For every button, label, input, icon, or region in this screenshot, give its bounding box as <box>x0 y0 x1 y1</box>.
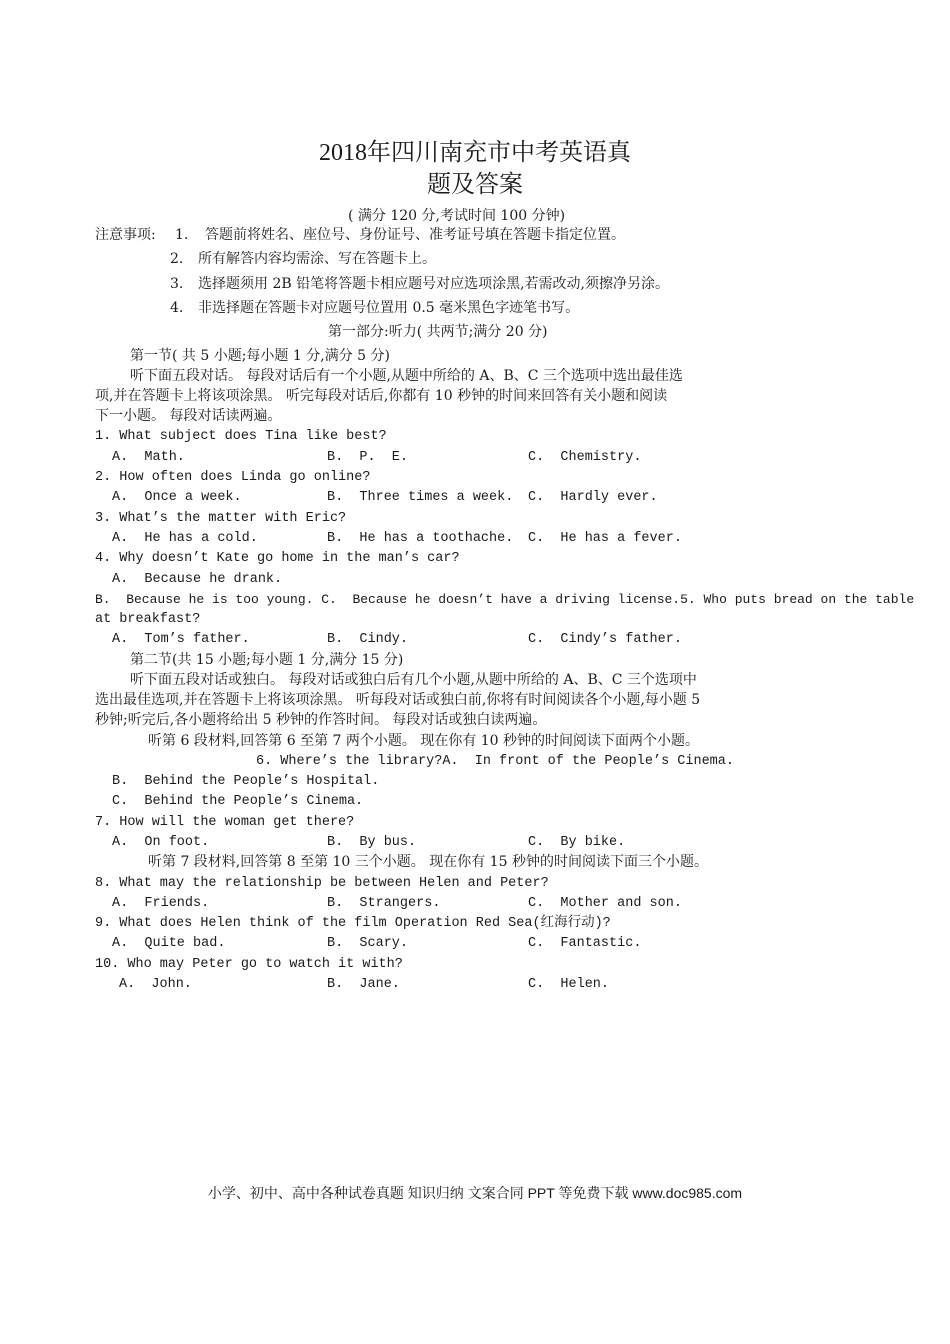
section1-instruction: 下一小题。 每段对话读两遍。 <box>95 408 282 424</box>
option-a: A. On foot. <box>112 835 210 850</box>
option-a: A. John. <box>119 977 192 992</box>
part1-heading: 第一部分:听力( 共两节;满分 20 分) <box>328 324 548 340</box>
option-b: B. P. E. <box>327 450 409 465</box>
option-b: B. Cindy. <box>327 632 409 647</box>
notice-item-text: 所有解答内容均需涂、写在答题卡上。 <box>198 251 436 267</box>
section1-instruction: 听下面五段对话。 每段对话后有一个小题,从题中所给的 A、B、C 三个选项中选出最佳选 <box>130 368 683 384</box>
notice-item-num: 3. <box>170 276 184 292</box>
material-7-instruction: 听第 7 段材料,回答第 8 至第 10 三个小题。 现在你有 15 秒钟的时间阅读下面三个小题。 <box>148 854 708 870</box>
question-stem: 1. What subject does Tina like best? <box>95 429 387 444</box>
option-b: B. Strangers. <box>327 896 441 911</box>
notice-item-text: 非选择题在答题卡对应题号位置用 0.5 毫米黑色字迹笔书写。 <box>198 300 580 316</box>
notice-item-num: 2. <box>170 251 184 267</box>
section1-heading: 第一节( 共 5 小题;每小题 1 分,满分 5 分) <box>130 348 390 364</box>
option-a: A. Because he drank. <box>112 572 283 587</box>
section2-instruction: 听下面五段对话或独白。 每段对话或独白后有几个小题,从题中所给的 A、B、C 三个选项中 <box>130 672 697 688</box>
question-stem: 3. What’s the matter with Eric? <box>95 511 347 526</box>
question-stem: 9. What does Helen think of the film Operation Red Sea(红海行动)? <box>95 916 611 931</box>
option-a: A. He has a cold. <box>112 531 258 546</box>
section1-instruction: 项,并在答题卡上将该项涂黑。 听完每段对话后,你都有 10 秒钟的时间来回答有关小题和阅读 <box>95 388 668 404</box>
option-b: B. Behind the People’s Hospital. <box>112 774 380 789</box>
option-b: B. Scary. <box>327 936 409 951</box>
option-c: C. Cindy’s father. <box>528 632 682 647</box>
option-b: B. By bus. <box>327 835 417 850</box>
question-stem: 8. What may the relationship be between Helen and Peter? <box>95 876 549 891</box>
question-stem: 10. Who may Peter go to watch it with? <box>95 957 403 972</box>
option-b: B. Three times a week. <box>327 490 514 505</box>
option-c: C. Fantastic. <box>528 936 642 951</box>
notice-item-num: 4. <box>170 300 184 316</box>
option-c: C. He has a fever. <box>528 531 682 546</box>
notice-label: 注意事项: <box>95 227 156 243</box>
document-title-line2: 题及答案 <box>427 172 523 198</box>
page-footer: 小学、初中、高中各种试卷真题 知识归纳 文案合同 PPT 等免费下载 www.doc985.com <box>207 1185 743 1201</box>
section2-instruction: 秒钟;听完后,各小题将给出 5 秒钟的作答时间。 每段对话或独白读两遍。 <box>95 712 547 728</box>
section2-instruction: 选出最佳选项,并在答题卡上将该项涂黑。 听每段对话或独白前,你将有时间阅读各个小题,每小题 5 <box>95 692 701 708</box>
notice-item-num: 1. <box>175 227 189 243</box>
question-stem: 2. How often does Linda go online? <box>95 470 371 485</box>
question-stem-continued: at breakfast? <box>95 612 201 627</box>
question-stem: 4. Why doesn’t Kate go home in the man’s car? <box>95 551 460 566</box>
question-stem: 7. How will the woman get there? <box>95 815 355 830</box>
option-b: B. Jane. <box>327 977 400 992</box>
option-c: C. Behind the People’s Cinema. <box>112 794 364 809</box>
option-b: B. He has a toothache. <box>327 531 514 546</box>
option-a: A. Tom’s father. <box>112 632 250 647</box>
option-c: C. Chemistry. <box>528 450 642 465</box>
material-6-instruction: 听第 6 段材料,回答第 6 至第 7 两个小题。 现在你有 10 秒钟的时间阅读下面两个小题。 <box>148 733 700 749</box>
exam-info: ( 满分 120 分,考试时间 100 分钟) <box>348 208 566 224</box>
question-stem: 6. Where’s the library?A. In front of the People’s Cinema. <box>256 754 734 769</box>
option-a: A. Math. <box>112 450 185 465</box>
options-line: B. Because he is too young. C. Because he doesn’t have a driving license.5. Who puts bread on the table <box>95 592 915 607</box>
option-c: C. By bike. <box>528 835 626 850</box>
document-title-line1: 2018年四川南充市中考英语真 <box>319 140 631 166</box>
option-a: A. Once a week. <box>112 490 242 505</box>
option-c: C. Helen. <box>528 977 610 992</box>
section2-heading: 第二节(共 15 小题;每小题 1 分,满分 15 分) <box>130 652 404 668</box>
option-a: A. Friends. <box>112 896 210 911</box>
option-c: C. Hardly ever. <box>528 490 658 505</box>
option-c: C. Mother and son. <box>528 896 682 911</box>
notice-item-text: 答题前将姓名、座位号、身份证号、准考证号填在答题卡指定位置。 <box>205 227 625 243</box>
option-a: A. Quite bad. <box>112 936 226 951</box>
notice-item-text: 选择题须用 2B 铅笔将答题卡相应题号对应选项涂黑,若需改动,须擦净另涂。 <box>198 276 669 292</box>
